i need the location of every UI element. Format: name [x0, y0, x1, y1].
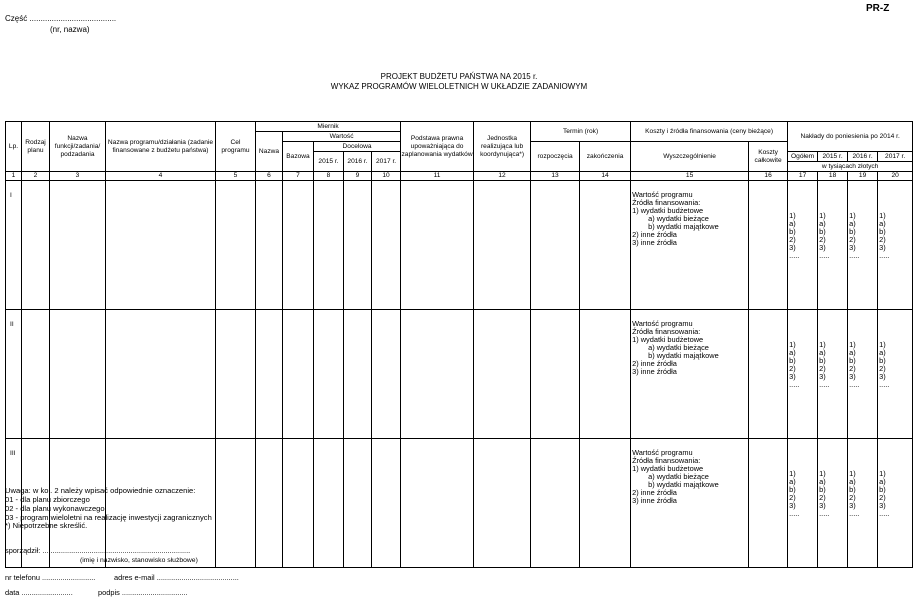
- marker: 3): [789, 501, 796, 510]
- marker: 3): [819, 501, 826, 510]
- marker: .....: [879, 380, 890, 389]
- col-header-wyszczegolnienie: Wyszczególnienie: [631, 142, 749, 172]
- col-header-rozpoczecia: rozpoczęcia: [531, 142, 580, 172]
- col-number: 10: [372, 172, 401, 181]
- col-number: 9: [344, 172, 372, 181]
- podstawa-cell[interactable]: [401, 181, 474, 310]
- marker: a): [879, 348, 886, 357]
- marker: b): [819, 356, 826, 365]
- programs-table: [5, 121, 913, 568]
- col-number: 6: [256, 172, 283, 181]
- desc-line: 2) inne źródła: [632, 359, 677, 368]
- docelowa-2015-cell[interactable]: [314, 181, 344, 310]
- col-header-units: w tysiącach złotych: [788, 162, 913, 172]
- marker: .....: [819, 380, 830, 389]
- col-header-cel: Cel programu: [216, 122, 256, 172]
- marker: a): [879, 477, 886, 486]
- sporzadzil-caption: (imię i nazwisko, stanowisko służbowe): [80, 557, 198, 564]
- marker: 1): [789, 211, 796, 220]
- marker: b): [879, 485, 886, 494]
- marker: a): [849, 348, 856, 357]
- table-row: [6, 310, 913, 439]
- marker: 2): [789, 493, 796, 502]
- docelowa-2016-cell[interactable]: [344, 439, 372, 568]
- naklady-2016-cell[interactable]: [848, 310, 878, 439]
- col-header-podstawa: Podstawa prawna upoważniająca do zaplanowania wydatków: [401, 122, 474, 172]
- col-number: 20: [878, 172, 913, 181]
- rozpoczecia-cell[interactable]: [531, 181, 580, 310]
- col-header-2015: 2015 r.: [314, 152, 344, 172]
- sporzadzil-field[interactable]: sporządził: ........................................................................: [5, 546, 191, 555]
- desc-zrodla: Źródła finansowania:: [632, 198, 701, 207]
- program-cell[interactable]: [106, 181, 216, 310]
- col-header-program: Nazwa programu/działania (zadanie finansowane z budżetu państwa): [106, 122, 216, 172]
- czesc-caption: (nr, nazwa): [50, 25, 90, 34]
- desc-line: b) wydatki majątkowe: [648, 222, 719, 231]
- docelowa-2017-cell[interactable]: [372, 181, 401, 310]
- bazowa-cell[interactable]: [283, 181, 314, 310]
- zakonczenia-cell[interactable]: [580, 310, 631, 439]
- col-number: 7: [283, 172, 314, 181]
- miernik-nazwa-cell[interactable]: [256, 181, 283, 310]
- col-header-2016: 2016 r.: [344, 152, 372, 172]
- col-number: 1: [6, 172, 22, 181]
- row-lp: I: [6, 181, 22, 310]
- col-header-docelowa: Docelowa: [314, 142, 401, 152]
- rozpoczecia-cell[interactable]: [531, 310, 580, 439]
- marker: 3): [879, 243, 886, 252]
- ogolem-cell[interactable]: [788, 439, 818, 568]
- col-header-koszty: Koszty i źródła finansowania (ceny bieżące): [631, 122, 788, 142]
- marker: a): [819, 348, 826, 357]
- marker: a): [849, 477, 856, 486]
- col-header-naklady-2016: 2016 r.: [848, 152, 878, 162]
- col-number: 15: [631, 172, 749, 181]
- marker: 2): [879, 235, 886, 244]
- marker: b): [789, 227, 796, 236]
- marker: b): [849, 227, 856, 236]
- wyszczegolnienie-cell: [631, 310, 749, 439]
- marker: 1): [879, 211, 886, 220]
- naklady-2017-cell[interactable]: [878, 439, 913, 568]
- col-number: 11: [401, 172, 474, 181]
- marker: b): [819, 227, 826, 236]
- desc-line: a) wydatki bieżące: [648, 214, 709, 223]
- col-number: 2: [22, 172, 50, 181]
- marker: .....: [849, 380, 860, 389]
- marker: a): [879, 219, 886, 228]
- col-number: 17: [788, 172, 818, 181]
- marker: .....: [789, 251, 800, 260]
- cel-cell[interactable]: [216, 439, 256, 568]
- wyszczegolnienie-cell: [631, 181, 749, 310]
- marker: 2): [789, 235, 796, 244]
- rodzaj-cell[interactable]: [22, 181, 50, 310]
- koszty-calkowite-cell[interactable]: [749, 310, 788, 439]
- marker: .....: [819, 251, 830, 260]
- marker: .....: [849, 251, 860, 260]
- miernik-nazwa-cell[interactable]: [256, 439, 283, 568]
- marker: 2): [879, 493, 886, 502]
- naklady-2016-cell[interactable]: [848, 439, 878, 568]
- note-footnote: *) Niepotrzebne skreślić.: [5, 521, 88, 530]
- col-header-koszty-calkowite: Koszty całkowite: [749, 142, 788, 172]
- row-lp: III: [6, 439, 22, 568]
- naklady-2015-cell[interactable]: [818, 181, 848, 310]
- docelowa-2016-cell[interactable]: [344, 310, 372, 439]
- col-number: 18: [818, 172, 848, 181]
- col-header-ogolem: Ogółem: [788, 152, 818, 162]
- col-number: 19: [848, 172, 878, 181]
- col-header-rodzaj: Rodzaj planu: [22, 122, 50, 172]
- marker: .....: [819, 509, 830, 518]
- marker: b): [819, 485, 826, 494]
- naklady-2016-cell[interactable]: [848, 181, 878, 310]
- col-header-wartosc: Wartość: [283, 132, 401, 142]
- desc-line: 1) wydatki budżetowe: [632, 206, 704, 215]
- col-header-naklady-2015: 2015 r.: [818, 152, 848, 162]
- jednostka-cell[interactable]: [474, 181, 531, 310]
- col-header-funkcja: Nazwa funkcji/zadania/ podzadania: [50, 122, 106, 172]
- col-number: 8: [314, 172, 344, 181]
- naklady-2015-cell[interactable]: [818, 439, 848, 568]
- miernik-nazwa-cell[interactable]: [256, 310, 283, 439]
- desc-wartosc: Wartość programu: [632, 319, 693, 328]
- desc-zrodla: Źródła finansowania:: [632, 456, 701, 465]
- marker: 2): [849, 493, 856, 502]
- marker: 1): [819, 211, 826, 220]
- col-header-termin: Termin (rok): [531, 122, 631, 142]
- koszty-calkowite-cell[interactable]: [749, 439, 788, 568]
- note-line: 02 - dla planu wykonawczego: [5, 504, 105, 513]
- marker: 3): [849, 243, 856, 252]
- col-header-zakonczenia: zakończenia: [580, 142, 631, 172]
- marker: a): [789, 477, 796, 486]
- bazowa-cell[interactable]: [283, 310, 314, 439]
- jednostka-cell[interactable]: [474, 439, 531, 568]
- note-line: 03 - program wieloletni na realizację inwestycji zagranicznych: [5, 513, 212, 522]
- marker: b): [849, 485, 856, 494]
- col-number: 14: [580, 172, 631, 181]
- form-code: PR-Z: [866, 3, 890, 14]
- marker: a): [789, 348, 796, 357]
- marker: 2): [849, 364, 856, 373]
- marker: b): [879, 356, 886, 365]
- marker: 3): [789, 372, 796, 381]
- col-number: 5: [216, 172, 256, 181]
- marker: 3): [849, 501, 856, 510]
- zakonczenia-cell[interactable]: [580, 181, 631, 310]
- marker: b): [789, 356, 796, 365]
- ogolem-cell[interactable]: [788, 310, 818, 439]
- desc-wartosc: Wartość programu: [632, 190, 693, 199]
- wyszczegolnienie-cell: [631, 439, 749, 568]
- desc-line: 3) inne źródła: [632, 367, 677, 376]
- desc-line: b) wydatki majątkowe: [648, 480, 719, 489]
- col-header-bazowa: Bazowa: [283, 142, 314, 172]
- marker: 1): [789, 469, 796, 478]
- email-field[interactable]: adres e-mail ........................................: [114, 573, 239, 582]
- marker: b): [789, 485, 796, 494]
- koszty-calkowite-cell[interactable]: [749, 181, 788, 310]
- phone-field[interactable]: nr telefonu ..........................: [5, 573, 96, 582]
- desc-line: 2) inne źródła: [632, 488, 677, 497]
- marker: 2): [789, 364, 796, 373]
- naklady-2017-cell[interactable]: [878, 181, 913, 310]
- desc-line: b) wydatki majątkowe: [648, 351, 719, 360]
- marker: 2): [819, 493, 826, 502]
- marker: 1): [849, 211, 856, 220]
- naklady-2017-cell[interactable]: [878, 310, 913, 439]
- marker: 1): [819, 340, 826, 349]
- cel-cell[interactable]: [216, 310, 256, 439]
- desc-line: 3) inne źródła: [632, 496, 677, 505]
- bazowa-cell[interactable]: [283, 439, 314, 568]
- docelowa-2015-cell[interactable]: [314, 310, 344, 439]
- date-field[interactable]: data .........................: [5, 588, 73, 597]
- marker: 1): [789, 340, 796, 349]
- marker: a): [819, 477, 826, 486]
- col-header-2017: 2017 r.: [372, 152, 401, 172]
- page-subtitle: WYKAZ PROGRAMÓW WIELOLETNICH W UKŁADZIE ZADANIOWYM: [330, 82, 588, 91]
- col-header-nazwa: Nazwa: [256, 132, 283, 172]
- desc-wartosc: Wartość programu: [632, 448, 693, 457]
- col-header-naklady: Nakłady do poniesienia po 2014 r.: [788, 122, 913, 152]
- signature-field[interactable]: podpis ................................: [98, 588, 188, 597]
- marker: 3): [819, 243, 826, 252]
- desc-line: a) wydatki bieżące: [648, 472, 709, 481]
- marker: .....: [789, 509, 800, 518]
- program-cell[interactable]: [106, 310, 216, 439]
- naklady-2015-cell[interactable]: [818, 310, 848, 439]
- marker: 3): [819, 372, 826, 381]
- docelowa-2017-cell[interactable]: [372, 310, 401, 439]
- note-uwaga: Uwaga: w kol. 2 należy wpisać odpowiednie oznaczenie:: [5, 486, 196, 495]
- desc-line: 3) inne źródła: [632, 238, 677, 247]
- table-row: [6, 181, 913, 310]
- marker: .....: [879, 251, 890, 260]
- col-number: 13: [531, 172, 580, 181]
- marker: 3): [849, 372, 856, 381]
- marker: a): [819, 219, 826, 228]
- col-number: 16: [749, 172, 788, 181]
- desc-line: 1) wydatki budżetowe: [632, 335, 704, 344]
- col-header-naklady-2017: 2017 r.: [878, 152, 913, 162]
- marker: .....: [789, 380, 800, 389]
- col-header-jednostka: Jednostka realizująca lub koordynująca*): [474, 122, 531, 172]
- marker: 1): [879, 340, 886, 349]
- col-number: 12: [474, 172, 531, 181]
- note-line: 01 - dla planu zbiorczego: [5, 495, 90, 504]
- marker: 1): [879, 469, 886, 478]
- cel-cell[interactable]: [216, 181, 256, 310]
- marker: 3): [879, 372, 886, 381]
- rozpoczecia-cell[interactable]: [531, 439, 580, 568]
- jednostka-cell[interactable]: [474, 310, 531, 439]
- col-header-lp: Lp.: [6, 122, 22, 172]
- marker: 2): [819, 235, 826, 244]
- desc-line: a) wydatki bieżące: [648, 343, 709, 352]
- zakonczenia-cell[interactable]: [580, 439, 631, 568]
- desc-zrodla: Źródła finansowania:: [632, 327, 701, 336]
- marker: 1): [819, 469, 826, 478]
- podstawa-cell[interactable]: [401, 439, 474, 568]
- desc-line: 2) inne źródła: [632, 230, 677, 239]
- desc-line: 1) wydatki budżetowe: [632, 464, 704, 473]
- marker: 1): [849, 340, 856, 349]
- marker: 3): [879, 501, 886, 510]
- marker: a): [789, 219, 796, 228]
- docelowa-2016-cell[interactable]: [344, 181, 372, 310]
- row-lp: II: [6, 310, 22, 439]
- marker: 1): [849, 469, 856, 478]
- podstawa-cell[interactable]: [401, 310, 474, 439]
- marker: b): [879, 227, 886, 236]
- marker: 2): [849, 235, 856, 244]
- col-number: 3: [50, 172, 106, 181]
- marker: 2): [819, 364, 826, 373]
- rodzaj-cell[interactable]: [22, 310, 50, 439]
- docelowa-2017-cell[interactable]: [372, 439, 401, 568]
- page-title: PROJEKT BUDŻETU PAŃSTWA NA 2015 r.: [380, 72, 538, 81]
- docelowa-2015-cell[interactable]: [314, 439, 344, 568]
- marker: .....: [879, 509, 890, 518]
- marker: a): [849, 219, 856, 228]
- marker: 2): [879, 364, 886, 373]
- ogolem-cell[interactable]: [788, 181, 818, 310]
- col-number: 4: [106, 172, 216, 181]
- col-header-miernik: Miernik: [256, 122, 401, 132]
- czesc-field: Część .......................................: [5, 14, 117, 23]
- marker: b): [849, 356, 856, 365]
- funkcja-cell[interactable]: [50, 181, 106, 310]
- marker: .....: [849, 509, 860, 518]
- marker: 3): [789, 243, 796, 252]
- funkcja-cell[interactable]: [50, 310, 106, 439]
